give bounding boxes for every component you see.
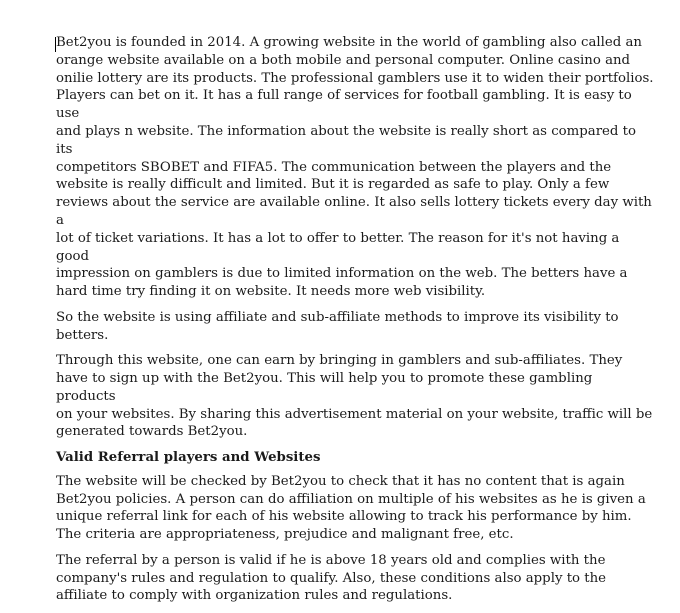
policy-paragraph: The website will be checked by Bet2you to check that it has no content that is again Bet2you policies. A person can do affiliation on multiple of his websites as he is given a unique referral link for each of his website allowing to track his performance by him. The criteria are appropriateness, prejudice and malignant free, etc. [56, 473, 646, 543]
document-body[interactable] [56, 34, 656, 613]
section-heading: Valid Referral players and Websites [56, 449, 321, 465]
earnings-paragraph: Through this website, one can earn by bringing in gamblers and sub-affiliates. They have to sign up with the Bet2you. This will help you to promote these gambling products on your websites. By sharing this advertisement material on your website, traffic will be generated towards Bet2you. [56, 353, 653, 440]
intro-paragraph: Bet2you is founded in 2014. A growing website in the world of gambling also called an orange website available on a both mobile and personal computer. Online casino and onilie lottery are its products. The professional gamblers use it to widen their portfolios. Players can bet on it. It has a full range of services for football gambling. It is easy to use and plays n website. The information about the website is really short as compared to its competitors SBOBET and FIFA5. The communication between the players and the website is really difficult and limited. But it is regarded as safe to play. Only a few reviews about the service are available online. It also sells lottery tickets every day with a lot of ticket variations. It has a lot to offer to better. The reason for it's not having a good impression on gamblers is due to limited information on the web. The betters have a hard time try finding it on website. It needs more web visibility. [56, 35, 654, 300]
eligibility-paragraph: The referral by a person is valid if he is above 18 years old and complies with the company's rules and regulation to qualify. Also, these conditions also apply to the affiliate to comply with organization rules and regulations. [56, 552, 607, 604]
affiliate-paragraph: So the website is using affiliate and sub-affiliate methods to improve its visibility to betters. [56, 309, 619, 343]
